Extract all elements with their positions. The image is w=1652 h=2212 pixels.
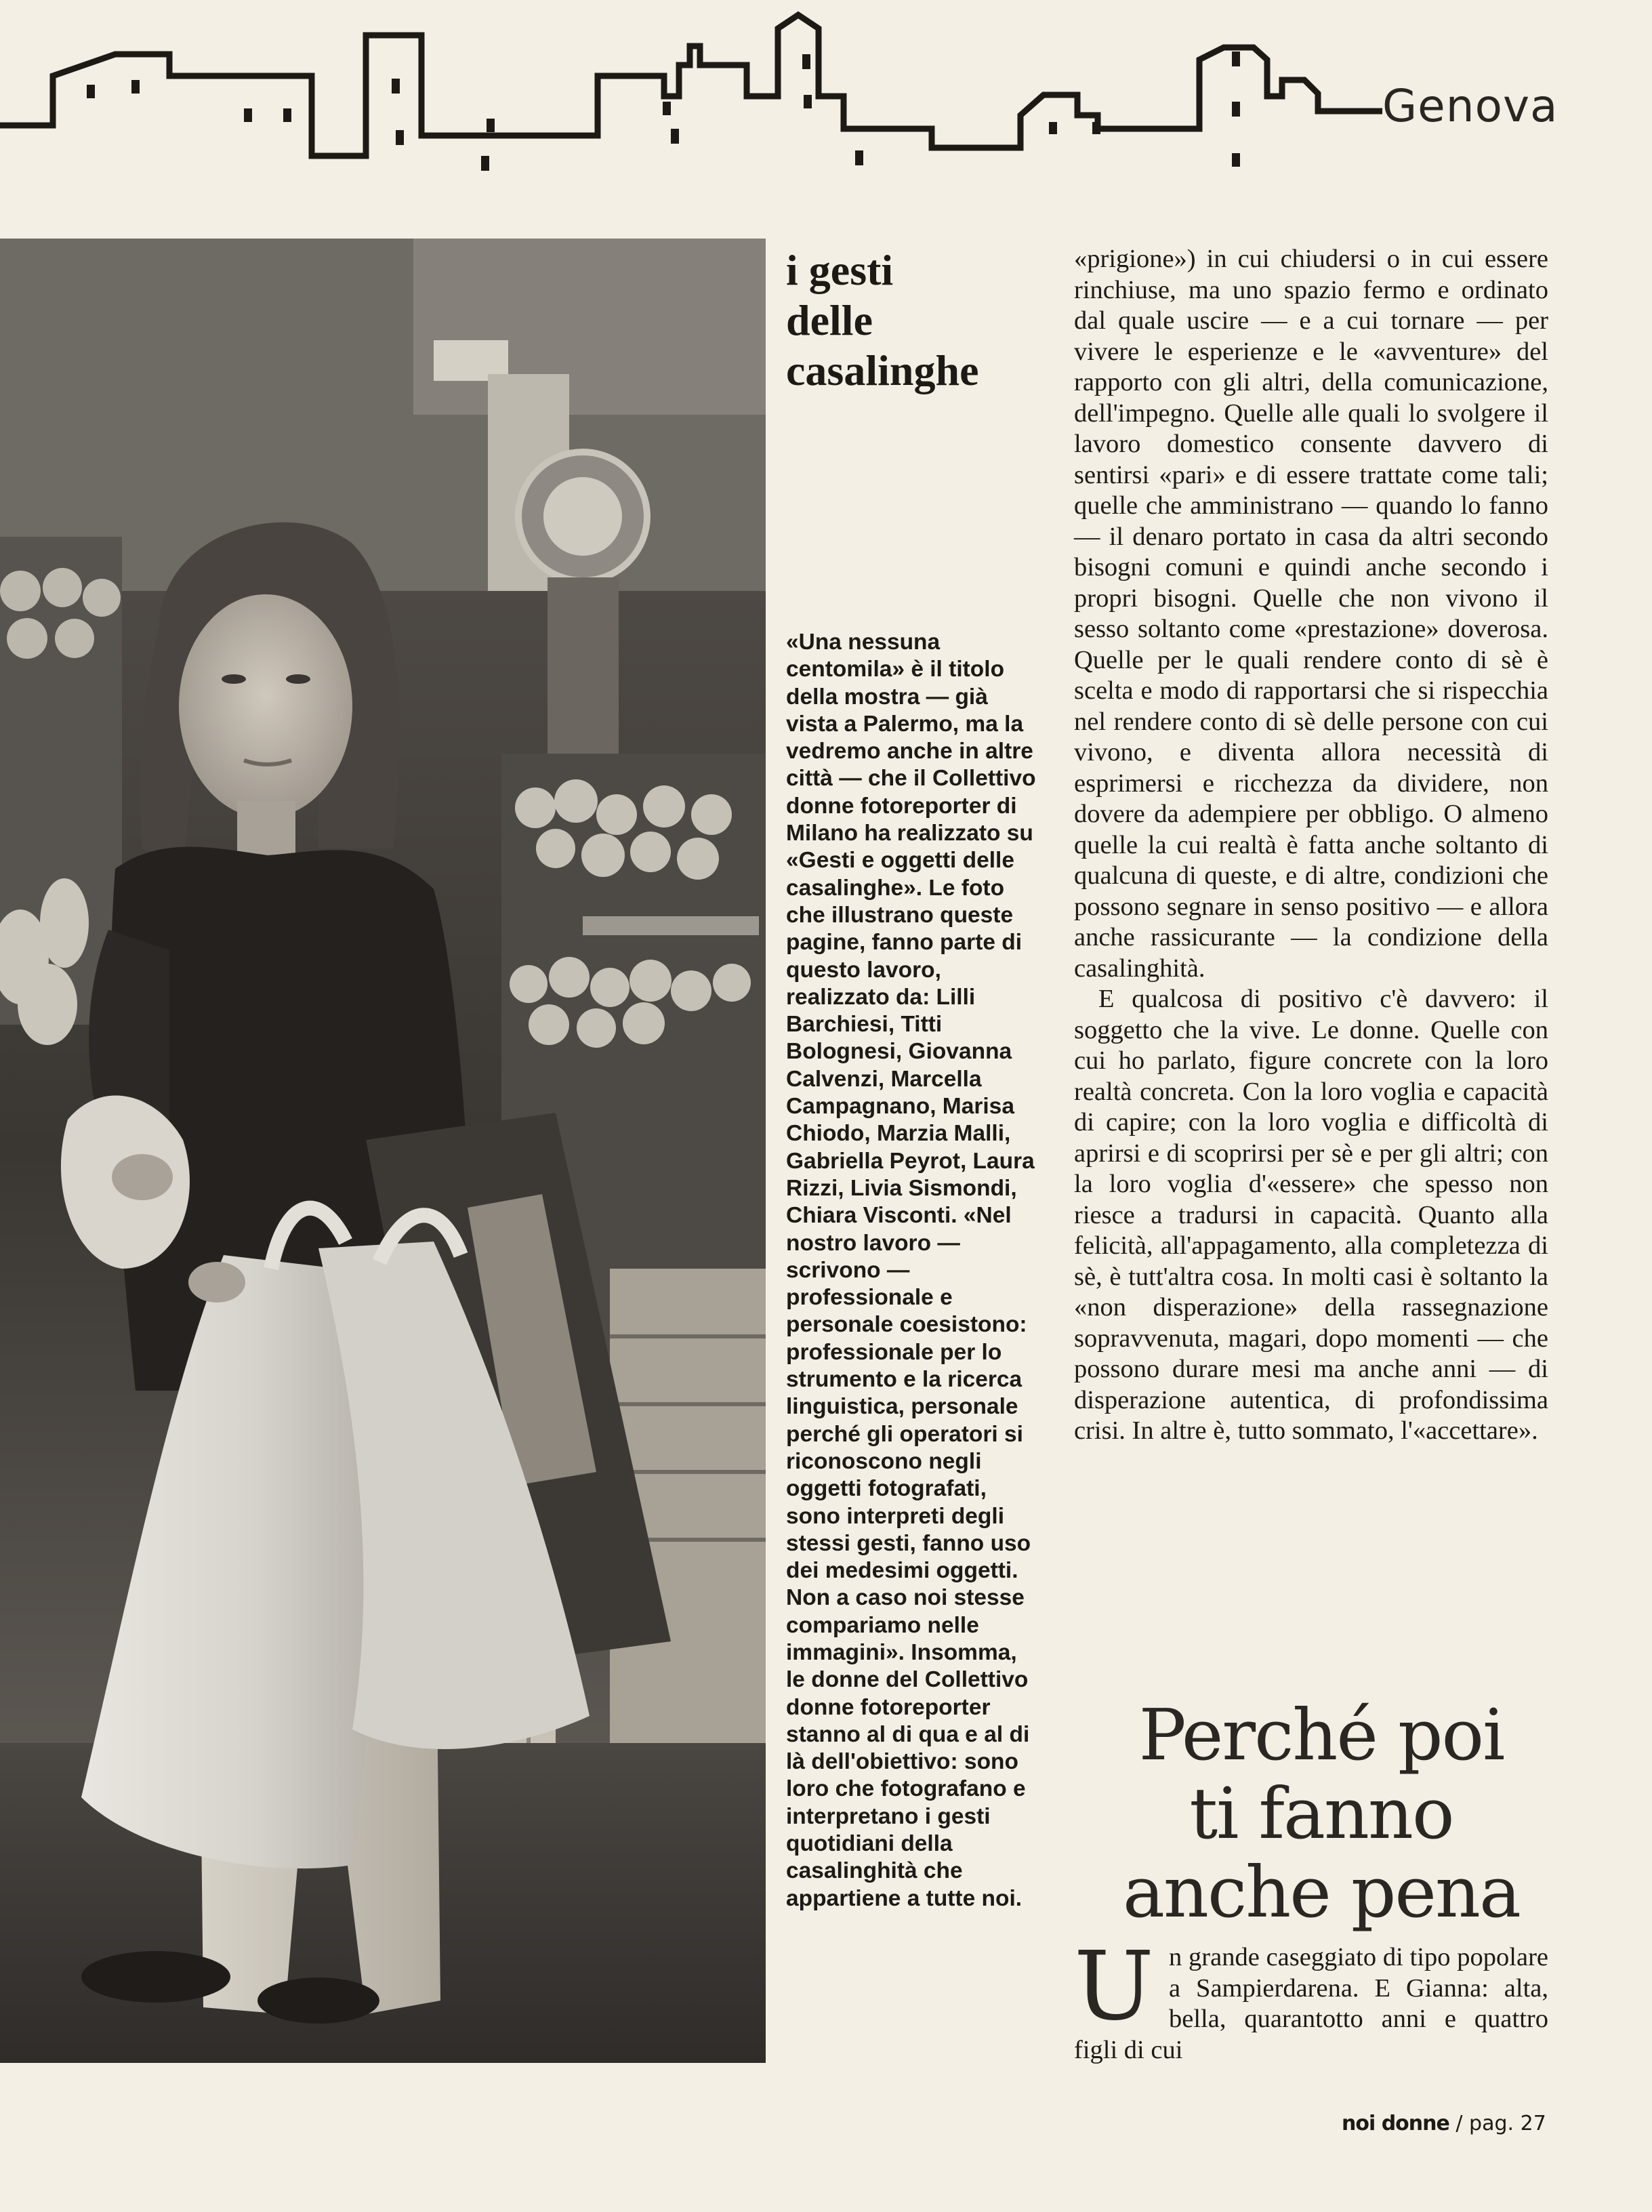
body-paragraph: «prigione») in cui chiudersi o in cui essere rinchiuse, ma uno spazio fermo e ordinato dal quale uscire — e a cui tornare — per vivere le esperienze e le «avventure» del rapporto con gli altri, della comunicazione, dell'impegno. Quelle alle quali lo svolgere il lavoro domestico consente davvero di sentirsi «pari» e di essere trattate come tali; quelle che amministrano — quando lo fanno — il denaro portato in casa da altri secondo bisogni comuni e quindi anche secondo i propri bisogni. Quelle che non vivono il sesso soltanto come «prestazione» doverosa. Quelle per le quali rendere conto di sè è scelta e modo di rapportarsi che si rispecchia nel rendere conto di sè delle persone con cui vivono, e diventa allora necessità di esprimersi e ricchezza da dividere, non dovere da adempiere per obbligo. O almeno quelle la cui realtà è fatta anche soltanto di qualcuna di queste, e di altre, condizioni che possono segnare in senso positivo — e allora anche rassicurante — la condizione della casalinghità. bbox=[1074, 245, 1548, 983]
headline-line: anche pena bbox=[1123, 1851, 1520, 1933]
page-label: pag. bbox=[1469, 2112, 1514, 2135]
page-folio bbox=[1342, 2112, 1546, 2135]
article-body-column bbox=[1074, 244, 1548, 1447]
page-number: 27 bbox=[1520, 2112, 1546, 2135]
section-label: Genova bbox=[1382, 80, 1558, 132]
article-headline bbox=[1077, 1696, 1565, 1931]
kicker-line: casalinghe bbox=[786, 346, 979, 394]
lead-paragraph bbox=[1074, 1931, 1548, 2066]
headline-line: ti fanno bbox=[1189, 1772, 1453, 1855]
kicker-title bbox=[786, 245, 1057, 396]
drop-cap: U bbox=[1074, 1931, 1154, 2042]
publication-name: noi donne bbox=[1342, 2112, 1449, 2135]
woman-with-shopping-bags-at-market-photo bbox=[0, 239, 766, 2063]
body-paragraph: E qualcosa di positivo c'è davvero: il soggetto che la vive. Le donne. Quelle con cui ho parlato, figure concrete con la loro realtà concreta. Con la loro voglia e capacità di capire; con la loro voglia e difficoltà di aprirsi e di scoprirsi per sè e per gli altri; con la loro voglia d'«essere» che spesso non riesce a tradursi in capacità. Quanto alla felicità, all'appagamento, alla completezza di sè, è tutt'altra cosa. In molti casi è soltanto la «non disperazione» della rassegnazione sopravvenuta, magari, dopo momenti — che possono durare mesi ma anche anni — di disperazione autentica, di profondissima crisi. In altre è, tutto sommato, l'«accettare». bbox=[1074, 985, 1548, 1445]
headline-line: Perché poi bbox=[1138, 1694, 1504, 1776]
kicker-line: i gesti bbox=[786, 246, 894, 294]
lead-text: n grande caseggiato di tipo popolare a Sampierdarena. E Gianna: alta, bella, quarantotto anni e quattro figli di cui bbox=[1074, 1943, 1548, 2064]
folio-separator: / bbox=[1455, 2112, 1463, 2135]
kicker-line: delle bbox=[786, 296, 873, 344]
sidebar-caption: «Una nessuna centomila» è il titolo della mostra — già vista a Palermo, ma la vedremo anche in altre città — che il Collettivo donne fotoreporter di Milano ha realizzato su «Gesti e oggetti delle casalinghe». Le foto che illustrano queste pagine, fanno parte di questo lavoro, realizzato da: Lilli Barchiesi, Titti Bolognesi, Giovanna Calvenzi, Marcella Campagnano, Marisa Chiodo, Marzia Malli, Gabriella Peyrot, Laura Rizzi, Livia Sismondi, Chiara Visconti. «Nel nostro lavoro — scrivono — professionale e personale coesistono: professionale per lo strumento e la ricerca linguistica, personale perché gli operatori si riconoscono negli oggetti fotografati, sono interpreti degli stessi gesti, fanno uso dei medesimi oggetti. Non a caso noi stesse compariamo nelle immagini». Insomma, le donne del Collettivo donne fotoreporter stanno al di qua e al di là dell'obiettivo: sono loro che fotografano e interpretano i gesti quotidiani della casalinghità che appartiene a tutte noi. bbox=[786, 630, 1036, 1911]
